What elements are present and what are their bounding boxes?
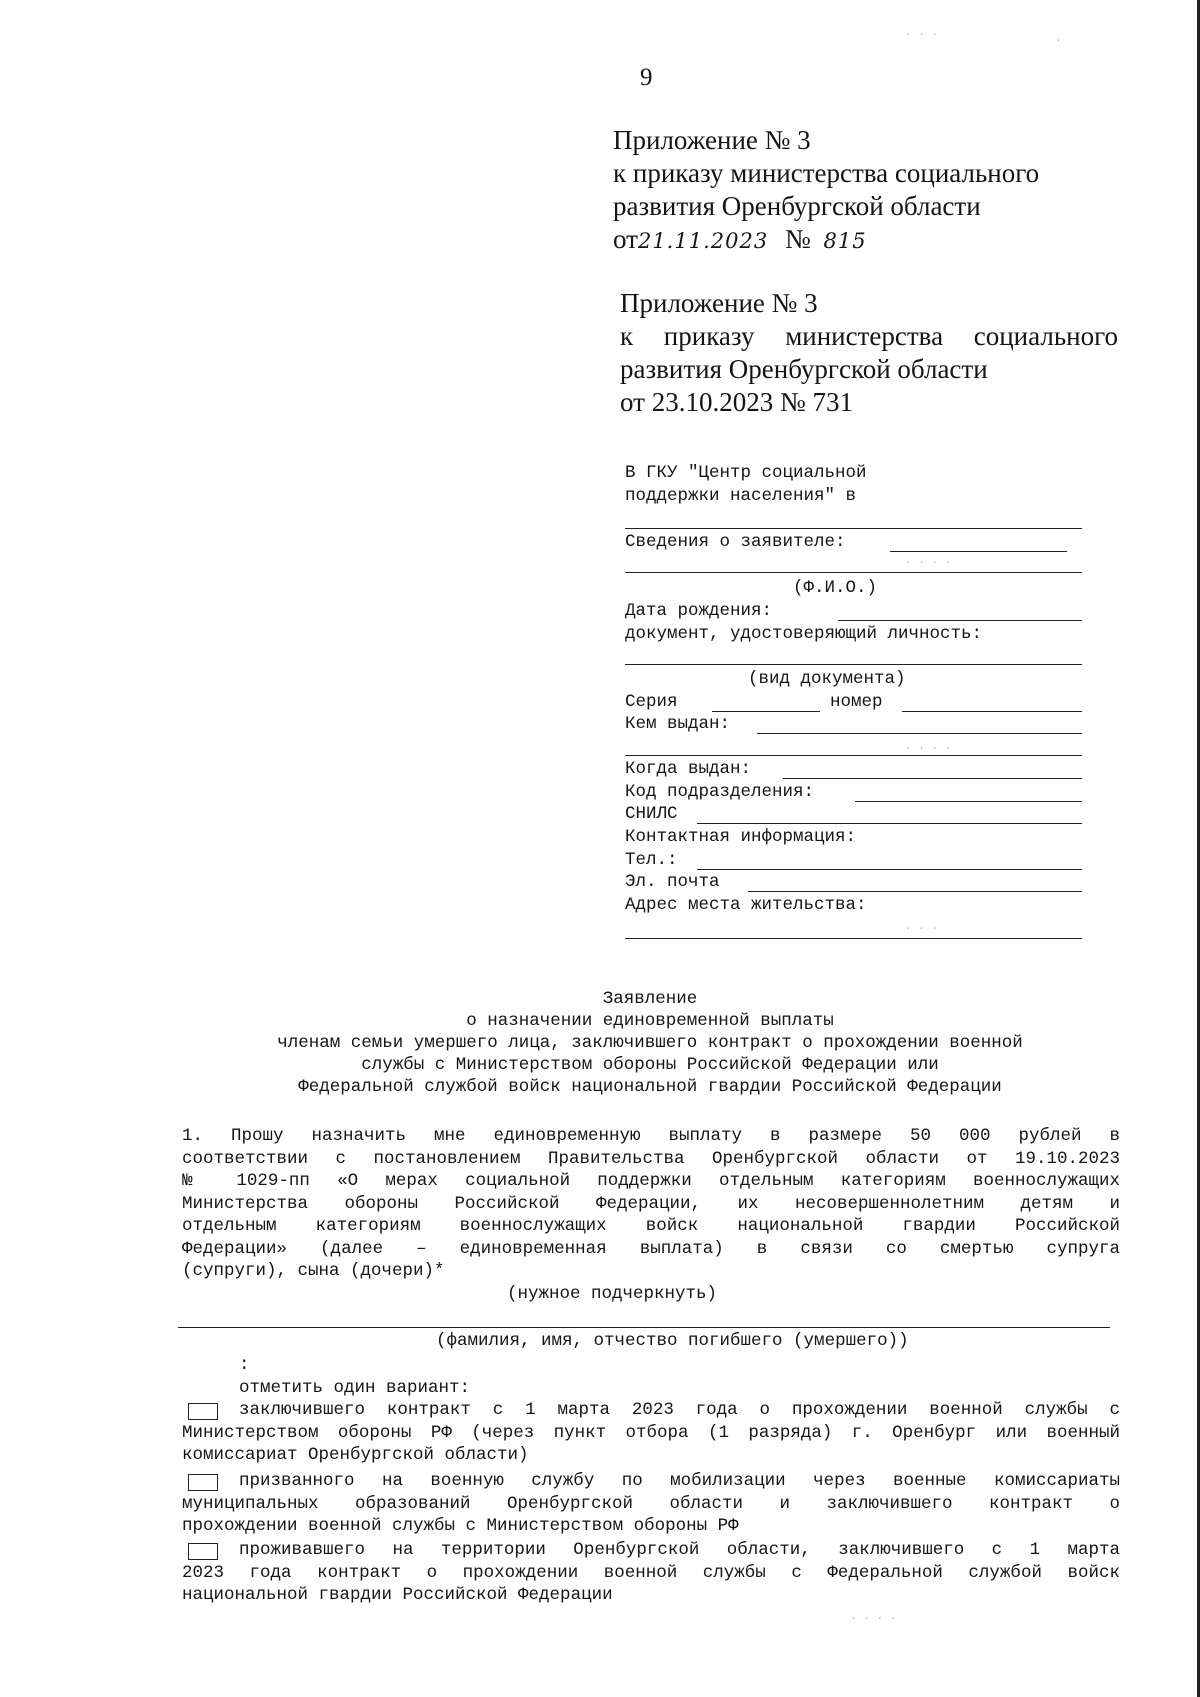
appendix-order-line: к приказу министерства социального	[620, 321, 1118, 351]
option-2-text	[182, 1470, 1120, 1538]
fio-caption: (Ф.И.О.)	[793, 578, 878, 598]
scan-noise: ·	[1055, 34, 1062, 47]
title-line-3: членам семьи умершего лица, заключившего контракт о прохождении военной	[277, 1033, 1023, 1053]
address-field[interactable]	[625, 938, 1082, 939]
option-line: Министерством обороны РФ (через пункт отбора (1 разряда) г. Оренбург или военный	[182, 1422, 1120, 1443]
option-line: 2023 года контракт о прохождении военной службы с Федеральной службой войск	[182, 1562, 1120, 1583]
snils-field[interactable]	[697, 823, 1082, 824]
issued-when-label: Когда выдан:	[625, 759, 752, 779]
paragraph-1	[182, 1125, 1120, 1283]
addressee-blank-line[interactable]	[625, 528, 1082, 529]
choose-option-label: отметить один вариант:	[239, 1378, 471, 1398]
paragraph-line: отдельным категориям военнослужащих войск национальной гвардии Российской	[182, 1216, 1120, 1236]
underline-hint: (нужное подчеркнуть)	[507, 1284, 718, 1304]
appendix-ministry-line: развития Оренбургской области	[613, 191, 981, 221]
title-line-4: службы с Министерством обороны Российской Федерации или	[361, 1055, 939, 1075]
option-line: проживавшего на территории Оренбургской области, заключившего с 1 марта	[239, 1540, 1120, 1560]
series-field[interactable]	[712, 711, 820, 712]
address-label: Адрес места жительства:	[625, 895, 867, 915]
addressee-block	[625, 462, 867, 507]
fio-blank-line-1[interactable]	[890, 551, 1067, 552]
handwritten-date: 21.11.2023	[637, 229, 769, 253]
issued-by-field-1[interactable]	[757, 733, 1082, 734]
birth-date-label: Дата рождения:	[625, 601, 773, 621]
number-sign: №	[784, 224, 811, 254]
appendix-order-line: к приказу министерства социального	[613, 158, 1040, 188]
division-code-field[interactable]	[855, 801, 1082, 802]
email-label: Эл. почта	[625, 872, 720, 892]
paragraph-line: № 1029-пп «О мерах социальной поддержки отдельным категориям военнослужащих	[182, 1171, 1120, 1191]
addressee-line-2: поддержки населения" в	[625, 485, 857, 506]
appendix-date-line: от 23.10.2023 № 731	[620, 387, 853, 417]
appendix-title: Приложение № 3	[613, 125, 811, 155]
fio-blank-line-2[interactable]	[625, 572, 1082, 573]
birth-date-field[interactable]	[838, 620, 1082, 621]
scan-noise: · · · ·	[850, 1612, 897, 1625]
doc-type-caption: (вид документа)	[748, 669, 906, 689]
addressee-line-1: В ГКУ "Центр социальной	[625, 463, 867, 483]
paragraph-line: 1. Прошу назначить мне единовременную выплату в размере 50 000 рублей в	[182, 1126, 1120, 1146]
email-field[interactable]	[748, 891, 1082, 892]
option-line: прохождении военной службы с Министерством обороны РФ	[182, 1516, 739, 1536]
phone-field[interactable]	[697, 869, 1082, 870]
paragraph-line: Федерации» (далее – единовременная выплата) в связи со смертью супруга	[182, 1238, 1120, 1259]
date-prefix: от	[613, 224, 638, 254]
issued-by-label: Кем выдан:	[625, 714, 731, 734]
title-line-1: Заявление	[602, 989, 698, 1009]
handwritten-number: 815	[823, 229, 867, 253]
paragraph-line: Министерства обороны Российской Федерации, их несовершеннолетним детям и	[182, 1193, 1120, 1214]
option-line: национальной гвардии Российской Федерации	[182, 1585, 613, 1605]
number-field[interactable]	[902, 711, 1082, 712]
scan-noise: · · · ·	[905, 556, 952, 569]
appendix-title: Приложение № 3	[620, 288, 818, 318]
issued-by-field-2[interactable]	[625, 755, 1082, 756]
series-label: Серия	[625, 692, 678, 712]
option-line: заключившего контракт с 1 марта 2023 года о прохождении военной службы с	[239, 1400, 1120, 1420]
appendix-ministry-line: развития Оренбургской области	[620, 354, 988, 384]
contact-info-label: Контактная информация:	[625, 827, 857, 847]
colon-mark: :	[239, 1355, 250, 1375]
phone-label: Тел.:	[625, 850, 678, 870]
title-line-2: о назначении единовременной выплаты	[466, 1011, 834, 1031]
snils-label: СНИЛС	[625, 804, 678, 824]
doc-type-field[interactable]	[625, 664, 1082, 665]
option-line: муниципальных образований Оренбургской области и заключившего контракт о	[182, 1493, 1120, 1514]
appendix-header-original	[620, 287, 1118, 419]
option-line: призванного на военную службу по мобилизации через военные комиссариаты	[239, 1471, 1120, 1491]
deceased-name-field[interactable]	[178, 1327, 1110, 1328]
division-code-label: Код подразделения:	[625, 782, 815, 802]
application-title	[150, 988, 1150, 1098]
page-number: 9	[640, 64, 653, 91]
paragraph-last-line: (супруги), сына (дочери)*	[182, 1261, 445, 1281]
appendix-date-line	[613, 223, 1039, 258]
option-3-text	[182, 1539, 1120, 1607]
title-line-5: Федеральной службой войск национальной гвардии Российской Федерации	[298, 1077, 1002, 1097]
number-label: номер	[830, 692, 883, 712]
option-1-text	[182, 1399, 1120, 1467]
deceased-name-caption: (фамилия, имя, отчество погибшего (умершего))	[436, 1331, 909, 1351]
paragraph-line: соответствии с постановлением Правительства Оренбургской области от 19.10.2023	[182, 1148, 1120, 1169]
applicant-info-label: Сведения о заявителе:	[625, 532, 846, 552]
scan-noise: · · ·	[905, 28, 939, 41]
issued-when-field[interactable]	[783, 778, 1082, 779]
option-line: комиссариат Оренбургской области)	[182, 1445, 529, 1465]
scan-noise: · · · ·	[905, 742, 952, 755]
id-document-label: документ, удостоверяющий личность:	[625, 624, 983, 644]
appendix-header-new	[613, 124, 1039, 258]
scan-noise: · · ·	[905, 922, 939, 935]
